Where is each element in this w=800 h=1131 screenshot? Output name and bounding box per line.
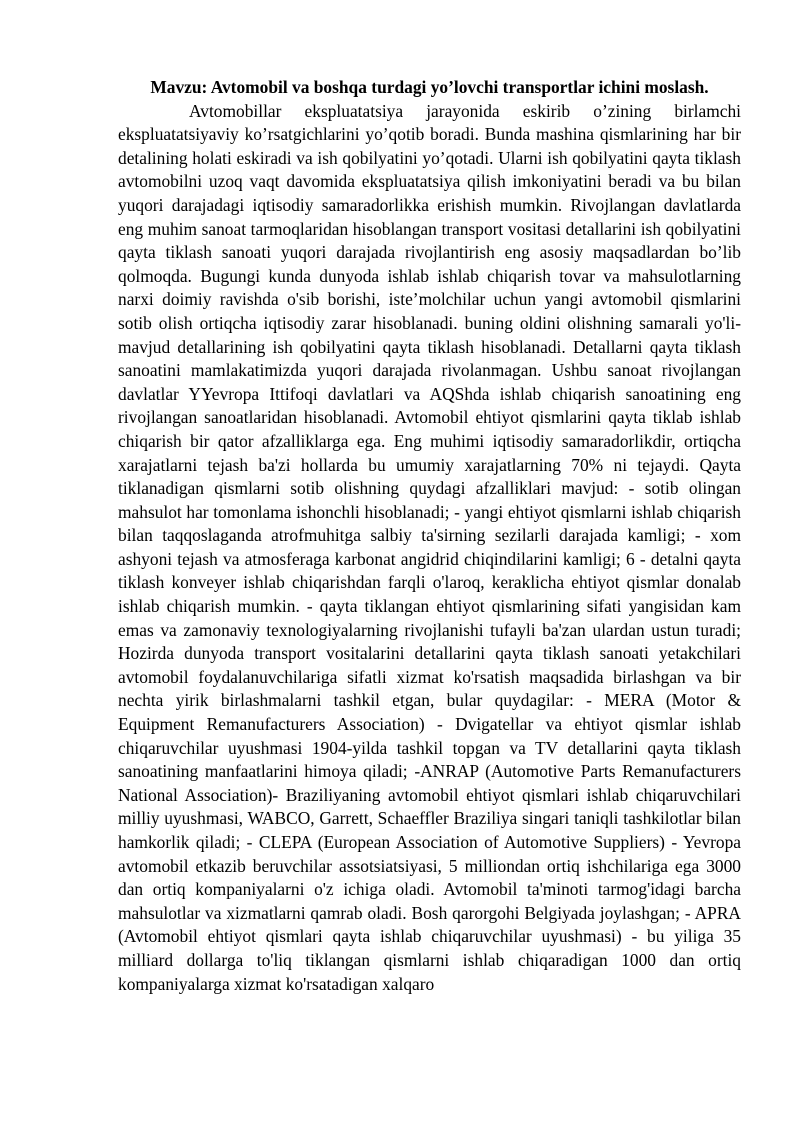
document-page bbox=[118, 76, 741, 996]
body-paragraph: Avtomobillar ekspluatatsiya jarayonida eskirib o’zining birlamchi ekspluatatsiyaviy ko’rsatgichlarini yo’qotib boradi. Bunda mashina qismlarining har bir detalining holati eskiradi va ish qobilyatini yo’qotadi. Ularni ish qobilyatini qayta tiklash avtomobilni uzoq vaqt davomida ekspluatatsiya qilish imkoniyatini beradi va bu bilan yuqori darajadagi iqtisodiy samaradorlikka erishish mumkin. Rivojlangan davlatlarda eng muhim sanoat tarmoqlaridan hisoblangan transport vositasi detallarini ish qobilyatini qayta tiklash sanoati yuqori darajada rivojlantirish eng asosiy maqsadlardan bo’lib qolmoqda. Bugungi kunda dunyoda ishlab ishlab chiqarish tovar va mahsulotlarning narxi doimiy ravishda o'sib borishi, iste’molchilar uchun yangi avtomobil qismlarini sotib olish ortiqcha iqtisodiy zarar hisoblanadi. buning oldini olishning samarali yo'li- mavjud detallarining ish qobilyatini qayta tiklash hisoblanadi. Detallarni qayta tiklash sanoatini mamlakatimizda yuqori darajada rivolanmagan. Ushbu sanoat rivojlangan davlatlar YYevropa Ittifoqi davlatlari va AQShda ishlab chiqarish sanoatining eng rivojlangan sanoatlaridan hisoblanadi. Avtomobil ehtiyot qismlarini qayta tiklab ishlab chiqarish bir qator afzalliklarga ega. Eng muhimi iqtisodiy samaradorlikdir, ortiqcha xarajatlarni tejash ba'zi hollarda bu umumiy xarajatlarning 70% ni tejaydi. Qayta tiklanadigan qismlarni sotib olishning quydagi afzalliklari mavjud: - sotib olingan mahsulot har tomonlama ishonchli hisoblanadi; - yangi ehtiyot qismlarni ishlab chiqarish bilan taqqoslaganda atrofmuhitga salbiy ta'sirning sezilarli darajada kamligi; - xom ashyoni tejash va atmosferaga karbonat angidrid chiqindilarini kamligi; 6 - detalni qayta tiklash konveyer ishlab chiqarishdan farqli o'laroq, keraklicha ehtiyot qismlar donalab ishlab chiqarish mumkin. - qayta tiklangan ehtiyot qismlarining sifati yangisidan kam emas va zamonaviy texnologiyalarning rivojlanishi tufayli ba'zan ulardan ustun turadi; Hozirda dunyoda transport vositalarini detallarini qayta tiklash sanoati yetakchilari avtomobil foydalanuvchilariga sifatli xizmat ko'rsatish maqsadida birlashgan va bir nechta yirik birlashmalarni tashkil etgan, bular quydagilar: - MERA (Motor & Equipment Remanufacturers Association) - Dvigatellar va ehtiyot qismlar ishlab chiqaruvchilar uyushmasi 1904-yilda tashkil topgan va TV detallarini qayta tiklash sanoatining manfaatlarini himoya qiladi; -ANRAP (Automotive Parts Remanufacturers National Association)- Braziliyaning avtomobil ehtiyot qismlari ishlab chiqaruvchilari milliy uyushmasi, WABCO, Garrett, Schaeffler Braziliya singari taniqli tashkilotlar bilan hamkorlik qiladi; - CLEPA (European Association of Automotive Suppliers) - Yevropa avtomobil etkazib beruvchilar assotsiatsiyasi, 5 milliondan ortiq ishchilariga ega 3000 dan ortiq kompaniyalarni o'z ichiga oladi. Avtomobil ta'minoti tarmog'idagi barcha mahsulotlar va xizmatlarni qamrab oladi. Bosh qarorgohi Belgiyada joylashgan; - APRA (Avtomobil ehtiyot qismlari qayta ishlab chiqaruvchilar uyushmasi) - bu yiliga 35 milliard dollarga to'liq tiklangan qismlarni ishlab chiqaradigan 1000 dan ortiq kompaniyalarga xizmat ko'rsatadigan xalqaro bbox=[118, 100, 741, 994]
document-title: Mavzu: Avtomobil va boshqa turdagi yo’lovchi transportlar ichini moslash. bbox=[150, 77, 709, 97]
